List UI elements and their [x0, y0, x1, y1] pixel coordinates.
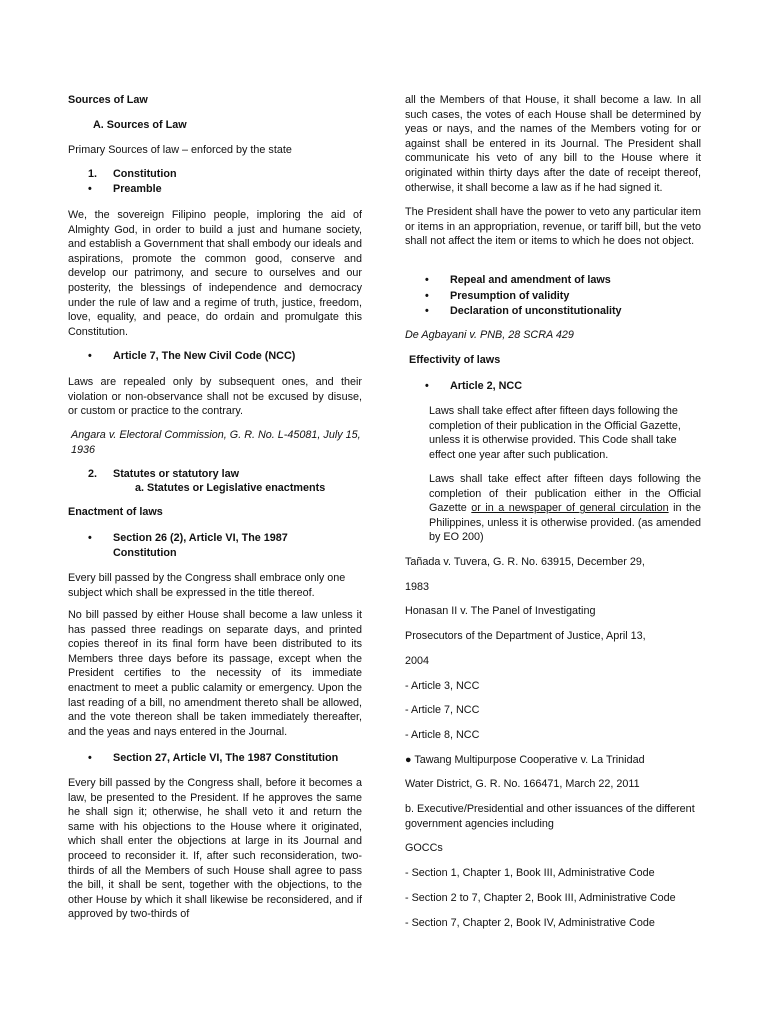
- admin-code-line-1: - Section 1, Chapter 1, Book III, Administrative Code: [405, 867, 655, 879]
- executive-issuances-paragraph: b. Executive/Presidential and other issuances of the different government agencies including: [405, 803, 695, 830]
- honasan-line-1: Honasan II v. The Panel of Investigating: [405, 605, 596, 617]
- section-a-heading: A. Sources of Law: [93, 119, 187, 131]
- article-2-paragraph-2: Laws shall take effect after fifteen days following the completion of their publication either in the Official Gazette or in a newspaper of general circulation in the Philippines, unless it is otherwise provided. (as amended by EO 200): [429, 473, 701, 544]
- effectivity-heading: Effectivity of laws: [409, 354, 501, 366]
- underlined-newspaper-phrase: or in a newspaper of general circulation: [471, 502, 669, 515]
- honasan-line-3: 2004: [405, 655, 430, 667]
- section-27-paragraph: Every bill passed by the Congress shall, before it becomes a law, be presented to the President. If he approves the same he shall sign it; otherwise, he shall veto it and return the same with his objections to the House where it originated, which shall enter the objections at large in its Journal and proceed to reconsider it. If, after such reconsideration, two-thirds of all the Members of such House shall agree to pass the bill, it shall be sent, together with the objections, to the other House by which it shall likewise be reconsidered, and if approved by two-thirds of: [68, 777, 362, 921]
- honasan-line-2: Prosecutors of the Department of Justice, April 13,: [405, 630, 646, 642]
- angara-citation: Angara v. Electoral Commission, G. R. No. L-45081, July 15, 1936: [71, 429, 361, 456]
- article-3-line: - Article 3, NCC: [405, 680, 480, 692]
- admin-code-line-3: - Section 7, Chapter 2, Book IV, Administrative Code: [405, 917, 655, 929]
- agbayani-citation: De Agbayani v. PNB, 28 SCRA 429: [405, 329, 574, 341]
- primary-sources-line: Primary Sources of law – enforced by the state: [68, 144, 292, 156]
- bullet-section-26: • Section 26 (2), Article VI, The 1987 Constitution: [88, 532, 288, 559]
- tanada-line-1: Tañada v. Tuvera, G. R. No. 63915, December 29,: [405, 556, 645, 568]
- tawang-line-1: ● Tawang Multipurpose Cooperative v. La Trinidad: [405, 754, 645, 766]
- item-veto-paragraph: The President shall have the power to veto any particular item or items in an appropriation, revenue, or tariff bill, but the veto shall not affect the item or items to which he does not object.: [405, 206, 701, 248]
- article-8-line: - Article 8, NCC: [405, 729, 480, 741]
- section-26-paragraph-2: No bill passed by either House shall become a law unless it has passed three readings on separate days, and printed copies thereof in its final form have been distributed to its Members three days before its passage, except when the President certifies to the necessity of its immediate enactment to meet a public calamity or emergency. Upon the last reading of a bill, no amendment thereto shall be allowed, and the vote thereon shall be taken immediately thereafter, and the yeas and nays entered in the Journal.: [68, 609, 362, 738]
- article-2-paragraph-1: Laws shall take effect after fifteen days following the completion of their publication in the Official Gazette, unless it is otherwise provided. This Code shall take effect one year after such publication.: [429, 405, 681, 461]
- article-7-paragraph: Laws are repealed only by subsequent ones, and their violation or non-observance shall not be excused by disuse, or custom or practice to the contrary.: [68, 376, 362, 418]
- page-heading: Sources of Law: [68, 94, 148, 106]
- admin-code-line-2: - Section 2 to 7, Chapter 2, Book III, Administrative Code: [405, 892, 676, 904]
- goccs-line: GOCCs: [405, 842, 443, 854]
- tawang-line-2: Water District, G. R. No. 166471, March 22, 2011: [405, 778, 640, 790]
- tanada-line-2: 1983: [405, 581, 430, 593]
- preamble-paragraph: We, the sovereign Filipino people, imploring the aid of Almighty God, in order to build a just and humane society, and establish a Government that shall embody our ideals and aspirations, promote the common good, conserve and develop our patrimony, and secure to ourselves and our posterity, the blessings of independence and democracy under the rule of law and a regime of truth, justice, freedom, love, equality, and peace, do ordain and promulgate this Constitution.: [68, 209, 362, 338]
- continued-paragraph: all the Members of that House, it shall become a law. In all such cases, the votes of each House shall be determined by yeas or nays, and the names of the Members voting for or against shall be entered in its Journal. The President shall communicate his veto of any bill to the House where it originated within thirty days after the date of receipt thereof, otherwise, it shall become a law as if he had signed it.: [405, 94, 701, 194]
- enactment-heading: Enactment of laws: [68, 506, 163, 518]
- statutes-sub-item: a. Statutes or Legislative enactments: [135, 482, 326, 494]
- section-26-paragraph-1: Every bill passed by the Congress shall embrace only one subject which shall be expressed in the title thereof.: [68, 572, 346, 599]
- article-7-line: - Article 7, NCC: [405, 704, 480, 716]
